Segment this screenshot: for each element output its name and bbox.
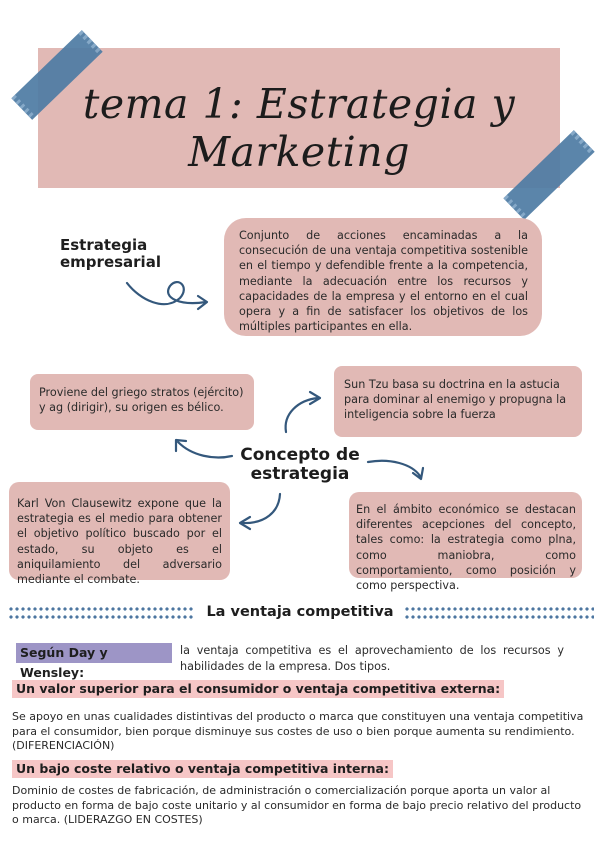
- arrow-to-origin-icon: [178, 442, 232, 457]
- authors-label: Según Day y Wensley:: [16, 643, 172, 663]
- dotted-divider-right-2: [404, 615, 594, 619]
- loop-arrow-icon: [127, 282, 206, 304]
- economic-box: En el ámbito económico se destacan diferentes acepciones del concepto, tales como: la estrategia como plna, como maniobra, como comportamiento, como posición y como perspectiva.: [349, 492, 582, 578]
- internal-advantage-title: Un bajo coste relativo o ventaja competitiva interna:: [12, 760, 393, 778]
- dotted-divider-right-1: [404, 607, 594, 611]
- origin-box: Proviene del griego stratos (ejército) y ag (dirigir), su origen es bélico.: [30, 374, 254, 430]
- dotted-divider-left-2: [8, 615, 194, 619]
- section-title-advantage: La ventaja competitiva: [206, 604, 394, 620]
- strategy-definition-box: Conjunto de acciones encaminadas a la consecución de una ventaja competitiva sostenible en el tiempo y defendible frente a la competencia, mediante la adecuación entre los recursos y capacidades de la empresa y el entorno en el cual opera y a fin de satisfacer los objetivos de los múltiples participantes en ella.: [224, 218, 542, 336]
- authors-text: la ventaja competitiva es el aprovechamiento de los recursos y habilidades de la empresa. Dos tipos.: [180, 644, 564, 673]
- external-advantage-text: Se apoyo en unas cualidades distintivas del producto o marca que constituyen una ventaja competitiva para el consumidor, bien porque disminuye sus costes de uso o bien porque aumenta su rendimiento. (DIFERENCIACIÓN): [12, 710, 584, 752]
- concept-heading-line1: Concepto de: [240, 445, 360, 465]
- clausewitz-box: Karl Von Clausewitz expone que la estrategia es el medio para obtener el objetivo político buscado por el estado, su objeto es el aniquilamiento del adversario mediante el combate.: [9, 482, 230, 580]
- strategy-heading-line2: empresarial: [60, 253, 161, 271]
- dotted-divider-left-1: [8, 607, 194, 611]
- strategy-heading-line1: Estrategia: [60, 236, 148, 254]
- concept-heading-line2: estrategia: [250, 464, 350, 484]
- sun-tzu-box: Sun Tzu basa su doctrina en la astucia para dominar al enemigo y propugna la inteligencia sobre la fuerza: [334, 366, 582, 437]
- external-advantage-title: Un valor superior para el consumidor o ventaja competitiva externa:: [12, 680, 504, 698]
- page-title: tema 1: Estrategia y Marketing: [82, 80, 516, 176]
- internal-advantage-text: Dominio de costes de fabricación, de administración o comercialización porque aporta un valor al producto en forma de bajo coste unitario y al consumidor en forma de bajo precio relativo del producto o marca. (LIDERAZGO EN COSTES): [12, 784, 582, 826]
